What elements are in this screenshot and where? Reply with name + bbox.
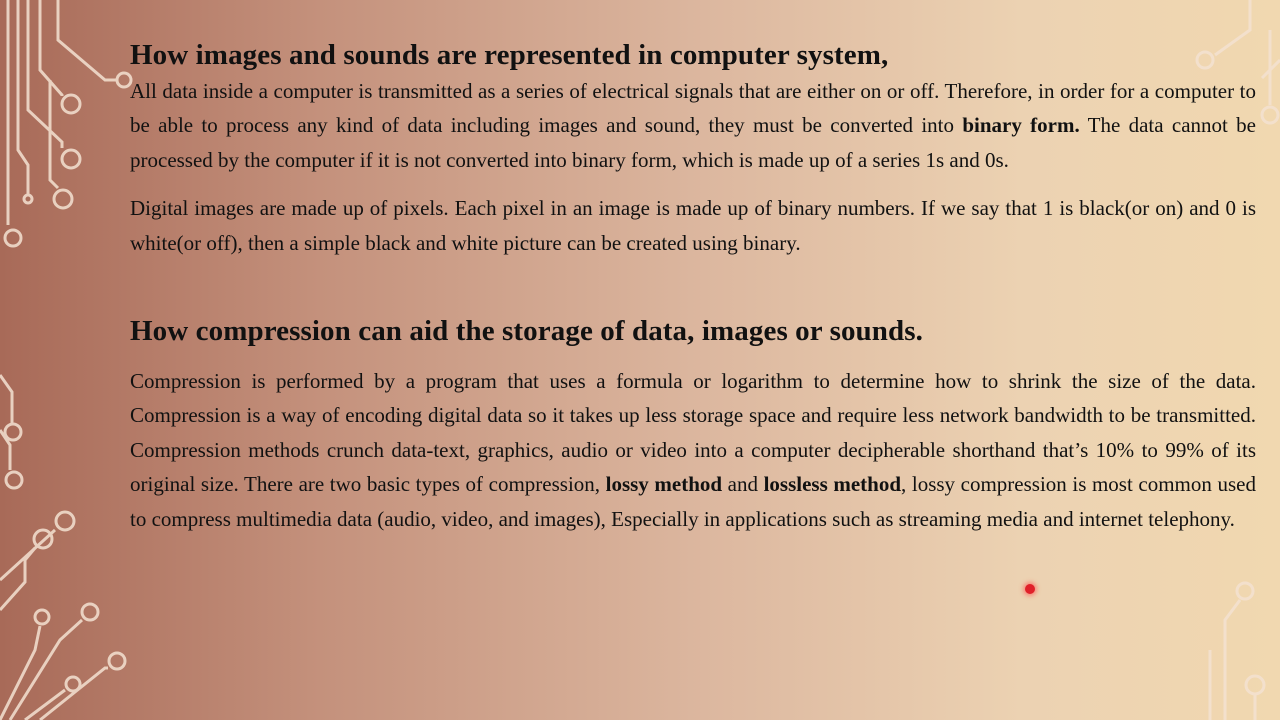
bold-term-lossy-method: lossy method [605, 472, 723, 497]
paragraph-compression [130, 364, 1256, 536]
paragraph-text: The data cannot be processed by the computer if it is not converted into binary form, which is made up of a series 1s and 0s. [130, 113, 1256, 172]
paragraph-digital-images: Digital images are made up of pixels. Each pixel in an image is made up of binary numbers. If we say that 1 is black(or on) and 0 is white(or off), then a simple black and white picture can be created using binary. [130, 196, 1256, 255]
bold-term-binary-form: binary form. [962, 113, 1080, 138]
bold-term-lossless-method: lossless method [763, 472, 902, 497]
section-heading-representation: How images and sounds are represented in computer system, [130, 39, 889, 71]
paragraph-text: and [722, 472, 764, 497]
slide-content [130, 36, 1256, 536]
paragraph-text: , lossy compression is most common used to compress multimedia data (audio, video, and images), Especially in applications such as streaming media and internet telephony. [130, 472, 1256, 531]
paragraph-binary-data [130, 74, 1256, 177]
paragraph-text: All data inside a computer is transmitted as a series of electrical signals that are either on or off. Therefore, in order for a computer to be able to process any kind of data including images and sound, they must be converted into [130, 79, 1256, 138]
laser-pointer-dot [1025, 584, 1035, 594]
paragraph-text: Compression is performed by a program that uses a formula or logarithm to determine how to shrink the size of the data. Compression is a way of encoding digital data so it takes up less storage space and require less network bandwidth to be transmitted. Compression methods crunch data-text, graphics, audio or video into a computer decipherable shorthand that’s 10% to 99% of its original size. There are two basic types of compression, [130, 369, 1256, 497]
section-heading-compression: How compression can aid the storage of data, images or sounds. [130, 315, 923, 348]
